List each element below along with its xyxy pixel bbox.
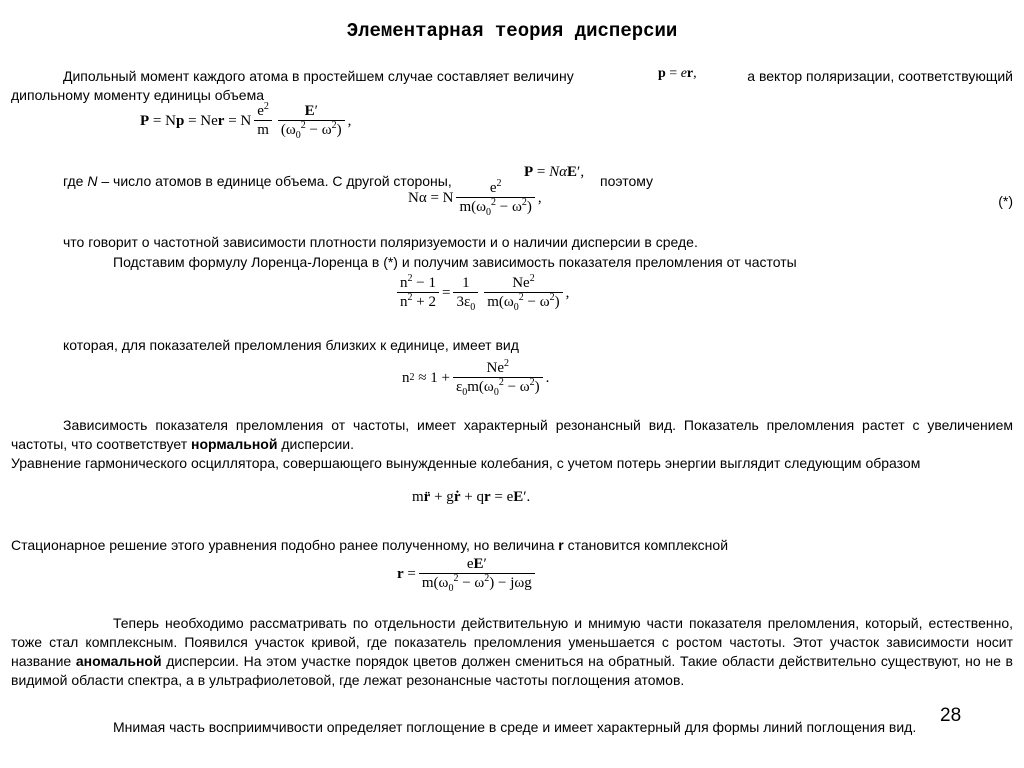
formula-n-squared: n 2 ≈ 1 + $\frac{Ne^2}{\varepsilon_0m(\omega_0^2 - \omega^2)}$ . [402,358,550,398]
paragraph-imaginary-part: Мнимая часть восприимчивости определяет поглощение в среде и имеет характерный для формы линий поглощения вид. [113,719,917,735]
page-number: 28 [940,705,962,726]
paragraph-anomalous-dispersion: Теперь необходимо рассматривать по отдельности действительную и мнимую части показателя преломления, который, естественно, тоже стал комплексным. Появился участок кривой, где показатель преломления уменьшается с ростом частоты. Этот участок зависимости носит название аномальной дисперсии. На этом участке порядок цветов должен смениться на обратный. Такие области действительно существуют, но не в видимой области спектра, а в ультрафиолетовой, где лежат резонансные частоты поглощения атомов. [11,615,1013,688]
equation-label-star: (*) [998,193,1013,209]
formula-oscillator: m r̈ + g ṙ + q r = e E ′. [412,489,531,505]
paragraph-lorentz: Подставим формулу Лоренца-Лоренца в (*) и получим зависимость показателя преломления от частоты [113,254,797,270]
paragraph-normal-dispersion: Зависимость показателя преломления от частоты, имеет характерный резонансный вид. Показатель преломления растет с увеличением частоты, что соответствует нормальной дисперсии. [11,417,1013,452]
paragraph-stationary: Стационарное решение этого уравнения подобно ранее полученному, но величина r становится комплексной [11,537,729,553]
paragraph-where-n: где N – число атомов в единице объема. С другой стороны, [63,173,452,189]
paragraph-near-unity: которая, для показателей преломления близких к единице, имеет вид [63,337,519,353]
paragraph-dipole-line2: дипольному моменту единицы объема [11,87,264,103]
page-title: Элементарная теория дисперсии [346,20,678,42]
formula-r-complex: r = $\frac{eE'}{m(\omega_0^2 - \omega^2) - j\omega g}$ [397,556,538,592]
paragraph-dipole-cont: а вектор поляризации, соответствующий [747,68,1013,84]
formula-lorentz-lorenz: $\frac{n^2 - 1}{n^2 + 2}$ = $\frac{1}{3\varepsilon_0}$ $\frac{Ne^2}{m(\omega_0^2 - \omega^2)}$ , [394,275,569,311]
formula-p-nae: P = Nα E ′, [524,164,585,180]
paragraph-therefore: поэтому [600,173,654,189]
formula-n-alpha: Nα = N $\frac{e^2}{m(\omega_0^2 - \omega^2)}$ , [408,178,542,218]
paragraph-oscillator: Уравнение гармонического осциллятора, совершающего вынужденные колебания, с учетом потерь энергии выглядит следующим образом [11,455,921,471]
formula-p-er: p = e r , [658,66,697,81]
formula-polarization: P = N p = Ne r = N $\frac{e^2}{m}$ $\frac{E'}{(\omega_0^2 - \omega^2)}$ , [140,101,352,141]
paragraph-dipole: Дипольный момент каждого атома в простейшем случае составляет величину [63,68,574,84]
paragraph-frequency-dependence: что говорит о частотной зависимости плотности поляризуемости и о наличии дисперсии в среде. [63,234,698,250]
